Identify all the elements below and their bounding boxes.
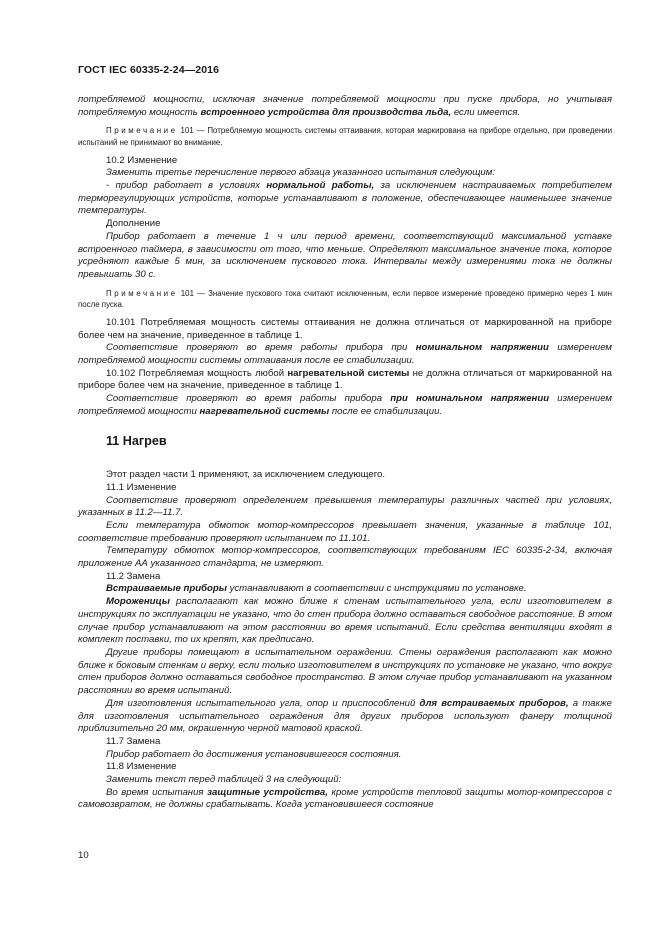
paragraph: Соответствие проверяют во время работы прибора при номинальном напряжении измерением потребляемой мощности нагревательной системы после ее стабилизации. [78,393,612,417]
paragraph: Встраиваемые приборы устанавливают в соответствии с инструкциями по установке. [106,583,527,595]
paragraph: Мороженицы располагают как можно ближе к стенам испытательного угла, если изготовителем в инструкциях по эксплуатации не указано, что до стен прибора должно оставаться свободное расстояние. В этом случае прибор устанавливают на этом расстоянии во время испытаний. Если средства вентиляции входят в комплект поставки, то их крепят, как предписано. [78,596,612,646]
paragraph: Прибор работает до достижения установившегося состояния. [106,748,402,760]
section-11-2-heading: 11.2 Замена [106,570,161,582]
clause-10-102: 10.102 Потребляемая мощность любой нагревательной системы не должна отличаться от маркированной на приборе более чем на значение, приведенное в таблице 1. [78,367,612,392]
paragraph: Для изготовления испытательного угла, опор и приспособлений для встраиваемых приборов, а также для изготовления испытательного ограждения для других приборов используют фанеру толщиной приблизительно 20 мм, окрашенную черной матовой краской. [78,697,612,735]
note-101-defrost: Примечание 101 — Потребляемую мощность системы оттаивания, которая маркирована на приборе отдельно, при проведении испытаний не принимают во внимание. [78,126,612,147]
section-11-title: 11 Нагрев [106,434,167,449]
paragraph: Соответствие проверяют во время работы прибора при номинальном напряжении измерением потребляемой мощности системы оттаивания после ее стабилизации. [78,342,613,366]
paragraph: Прибор работает в течение 1 ч или период времени, соответствующий максимальной уставке встроенного таймера, в зависимости от того, что меньше. Определяют максимальное значение тока, которое усредняют каждые 5 мин, за исключением пускового тока. Интервалы между измерениями тока не должны превышать 30 с. [78,230,612,280]
document-header: ГОСТ IEC 60335-2-24—2016 [78,64,220,76]
note-101-current: Примечание 101 — Значение пускового тока считают исключенным, если первое измерение проведено примерно через 1 мин после пуска. [78,288,612,310]
document-body [78,94,612,812]
section-11-7-heading: 11.7 Замена [106,735,161,747]
paragraph: Этот раздел части 1 применяют, за исключением следующего. [106,469,386,481]
list-item: - прибор работает в условиях нормальной работы, за исключением настраиваемых потребителем терморегулирующих устройств, которые устанавливают в положение, обеспечивающее наименьшее значение температуры. [78,180,613,217]
clause-10-101: 10.101 Потребляемая мощность системы оттаивания не должна отличаться от маркированной на приборе более чем на значение, приведенное в таблице 1. [78,316,612,341]
section-11-8-heading: 11.8 Изменение [106,761,177,773]
paragraph: Другие приборы помещают в испытательном ограждении. Стены ограждения располагают как можно ближе к боковым стенкам и верху, если только изготовителем в инструкциях по установке не указано, что вокруг стен приборов должно оставаться свободное пространство. В этом случае прибор устанавливают на указанном расстоянии во время испытаний. [78,646,612,697]
section-11-1-heading: 11.1 Изменение [106,481,177,493]
addition-label: Дополнение [106,218,161,230]
section-10-2-heading: 10.2 Изменение [106,154,178,166]
paragraph: Во время испытания защитные устройства, кроме устройств тепловой защиты мотор-компрессоров с самовозвратом, не должны срабатывать. Когда установившееся состояние [78,786,612,811]
paragraph: Температуру обмоток мотор-компрессоров, соответствующих требованиям IEC 60335-2-34, включая приложение АА указанного стандарта, не измеряют. [78,545,612,570]
paragraph: потребляемой мощности, исключая значение потребляемой мощности при пуске прибора, но учитывая потребляемую мощность встроенного устройства для производства льда, если имеется. [78,94,612,118]
paragraph: Заменить третье перечисление первого абзаца указанного испытания следующим: [106,167,496,179]
paragraph: Если температура обмоток мотор-компрессоров превышает значения, указанные в таблице 101, соответствие требованию проверяют испытанием по 11.101. [78,519,612,544]
page-number: 10 [78,850,89,861]
paragraph: Заменить текст перед таблицей 3 на следующий: [106,774,342,786]
paragraph: Соответствие проверяют определением превышения температуры различных частей при условиях, указанных в 11.2—11.7. [78,494,612,519]
